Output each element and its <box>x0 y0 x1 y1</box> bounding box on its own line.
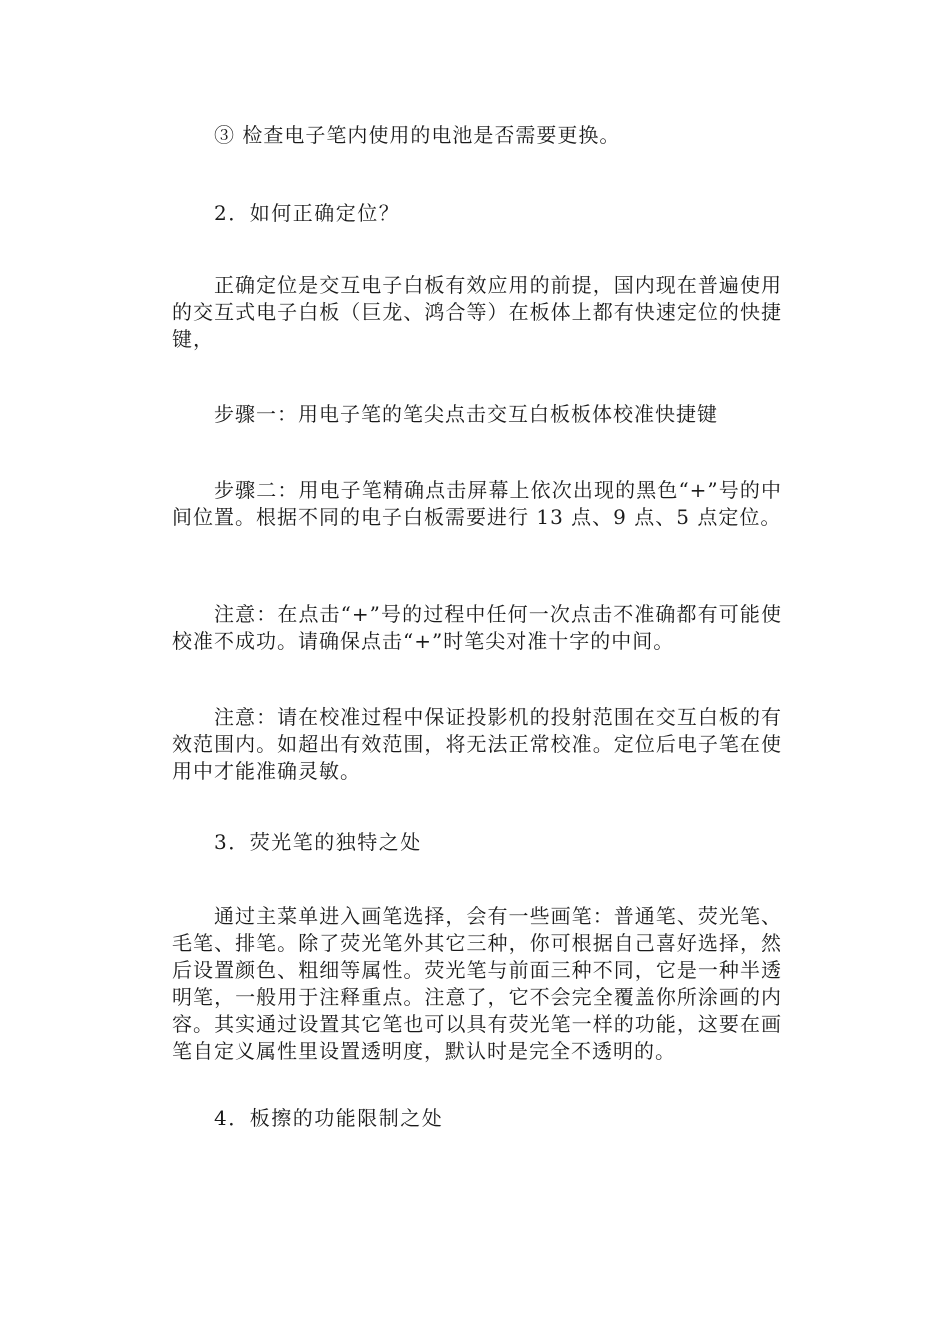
paragraph-battery-check: ③ 检查电子笔内使用的电池是否需要更换。 <box>214 123 621 147</box>
heading-highlighter: 3．荧光笔的独特之处 <box>214 830 422 854</box>
heading-positioning: 2．如何正确定位？ <box>214 201 401 225</box>
paragraph-positioning-intro: 正确定位是交互电子白板有效应用的前提，国内现在普遍使用的交互式电子白板（巨龙、鸿合等）在板体上都有快速定位的快捷键， <box>172 273 782 351</box>
heading-eraser: 4．板擦的功能限制之处 <box>214 1106 444 1130</box>
paragraph-note-two: 注意：请在校准过程中保证投影机的投射范围在交互白板的有效范围内。如超出有效范围，将无法正常校准。定位后电子笔在使用中才能准确灵敏。 <box>172 705 782 783</box>
paragraph-highlighter: 通过主菜单进入画笔选择，会有一些画笔：普通笔、荧光笔、毛笔、排笔。除了荧光笔外其它三种，你可根据自己喜好选择，然后设置颜色、粗细等属性。荧光笔与前面三种不同，它是一种半透明笔，一般用于注释重点。注意了，它不会完全覆盖你所涂画的内容。其实通过设置其它笔也可以具有荧光笔一样的功能，这要在画笔自定义属性里设置透明度，默认时是完全不透明的。 <box>172 904 782 1063</box>
paragraph-note-one: 注意：在点击“+”号的过程中任何一次点击不准确都有可能使校准不成功。请确保点击“+”时笔尖对准十字的中间。 <box>172 602 782 653</box>
paragraph-step-one: 步骤一：用电子笔的笔尖点击交互白板板体校准快捷键 <box>214 402 718 426</box>
paragraph-step-two: 步骤二：用电子笔精确点击屏幕上依次出现的黑色“+”号的中间位置。根据不同的电子白板需要进行 13 点、9 点、5 点定位。 <box>172 478 782 529</box>
